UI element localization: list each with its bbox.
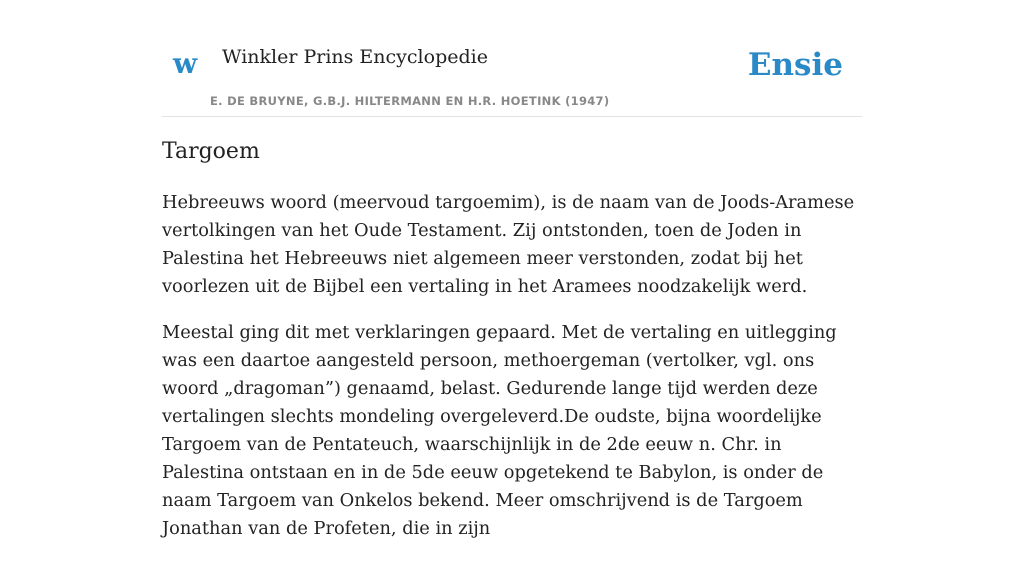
- ensie-logo[interactable]: Ensie: [747, 47, 843, 83]
- winkler-prins-logo[interactable]: w: [173, 47, 198, 80]
- article-title: Targoem: [162, 139, 260, 164]
- article-paragraph: Meestal ging dit met verklaringen gepaard. Met de vertaling en uitlegging was een daartoe aangesteld persoon, methoergeman (vertolker, vgl. ons woord „dragoman”) genaamd, belast. Gedurende lange tijd werden deze vertalingen slechts mondeling overgeleverd.De oudste, bijna woordelijke Targoem van de Pentateuch, waarschijnlijk in de 2de eeuw n. Chr. in Palestina ontstaan en in de 5de eeuw opgetekend te Babylon, is onder de naam Targoem van Onkelos bekend. Meer omschrijvend is de Targoem Jonathan van de Profeten, die in zijn: [162, 321, 837, 539]
- authors-line: E. DE BRUYNE, G.B.J. HILTERMANN EN H.R. HOETINK (1947): [210, 94, 610, 108]
- site-title[interactable]: Winkler Prins Encyclopedie: [222, 46, 488, 68]
- site-header: [162, 0, 862, 117]
- article: [162, 138, 862, 561]
- article-paragraph: Hebreeuws woord (meervoud targoemim), is de naam van de Joods-Aramese vertolkingen van het Oude Testament. Zij ontstonden, toen de Joden in Palestina het Hebreeuws niet algemeen meer verstonden, zodat bij het voorlezen uit de Bijbel een vertaling in het Aramees noodzakelijk werd.: [162, 191, 855, 297]
